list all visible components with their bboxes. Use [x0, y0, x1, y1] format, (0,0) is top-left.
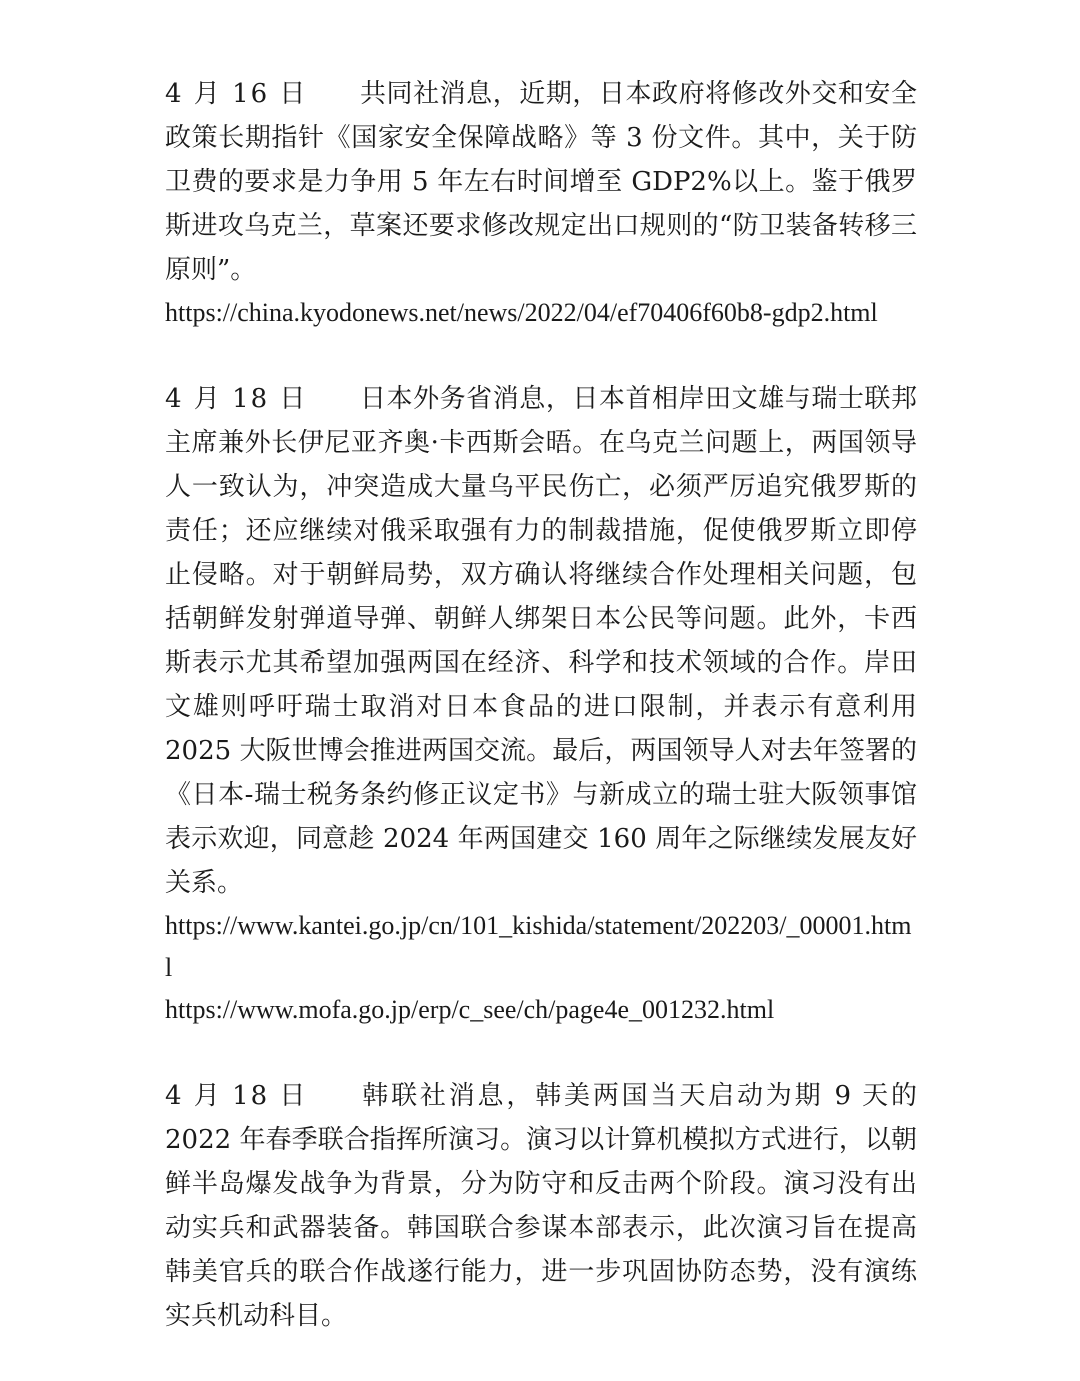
entry-date: 4 月 18 日 [165, 1081, 308, 1111]
document-page [165, 72, 917, 1381]
entry-text: 日本外务省消息，日本首相岸田文雄与瑞士联邦主席兼外长伊尼亚齐奥·卡西斯会晤。在乌克兰问题上，两国领导人一致认为，冲突造成大量乌平民伤亡，必须严厉追究俄罗斯的责任；还应继续对俄采取强有力的制裁措施，促使俄罗斯立即停止侵略。对于朝鲜局势，双方确认将继续合作处理相关问题，包括朝鲜发射弹道导弹、朝鲜人绑架日本公民等问题。此外，卡西斯表示尤其希望加强两国在经济、科学和技术领域的合作。岸田文雄则呼吁瑞士取消对日本食品的进口限制，并表示有意利用 2025 大阪世博会推进两国交流。最后，两国领导人对去年签署的《日本-瑞士税务条约修正议定书》与新成立的瑞士驻大阪领事馆表示欢迎，同意趁 2024 年两国建交 160 周年之际继续发展友好关系。 [165, 384, 917, 898]
entry-paragraph [165, 377, 917, 905]
news-entry-kyodo [165, 72, 917, 334]
entry-text: 共同社消息，近期，日本政府将修改外交和安全政策长期指针《国家安全保障战略》等 3 份文件。其中，关于防卫费的要求是力争用 5 年左右时间增至 GDP2%以上。鉴于俄罗斯进攻乌克兰，草案还要求修改规定出口规则的“防卫装备转移三原则”。 [165, 79, 917, 285]
source-link[interactable]: https://www.mofa.go.jp/erp/c_see/ch/page4e_001232.html [165, 995, 775, 1024]
news-entry-yonhap [165, 1074, 917, 1338]
entry-date: 4 月 16 日 [165, 79, 308, 109]
entry-paragraph [165, 72, 917, 292]
entry-date: 4 月 18 日 [165, 384, 308, 414]
entry-paragraph [165, 1074, 917, 1338]
source-link[interactable]: https://china.kyodonews.net/news/2022/04/ef70406f60b8-gdp2.html [165, 298, 878, 327]
entry-text: 韩联社消息，韩美两国当天启动为期 9 天的 2022 年春季联合指挥所演习。演习以计算机模拟方式进行，以朝鲜半岛爆发战争为背景，分为防守和反击两个阶段。演习没有出动实兵和武器装备。韩国联合参谋本部表示，此次演习旨在提高韩美官兵的联合作战遂行能力，进一步巩固协防态势，没有演练实兵机动科目。 [165, 1081, 917, 1331]
news-entry-mofa [165, 377, 917, 1031]
source-link[interactable]: https://www.kantei.go.jp/cn/101_kishida/statement/202203/_00001.html [165, 911, 912, 982]
